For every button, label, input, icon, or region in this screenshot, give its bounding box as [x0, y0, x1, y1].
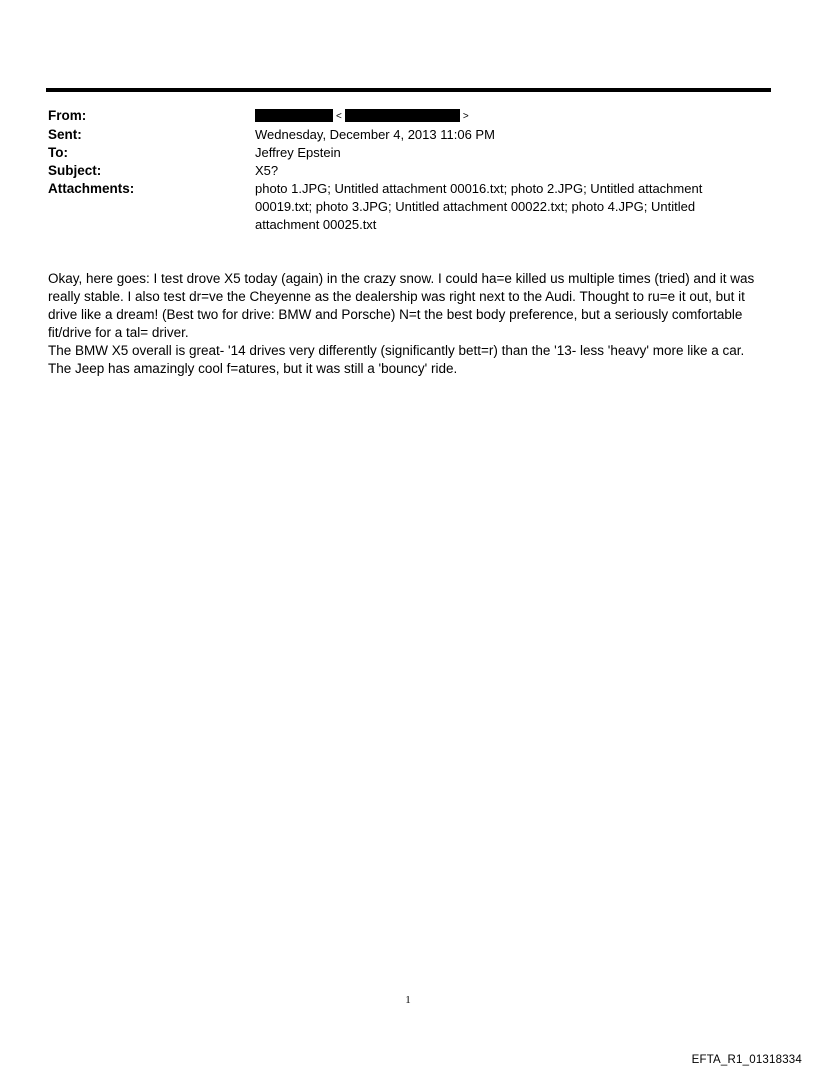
- body-paragraph-3: The Jeep has amazingly cool f=atures, but it was still a 'bouncy' ride.: [48, 361, 458, 376]
- to-value: Jeffrey Epstein: [255, 145, 341, 160]
- redacted-sender-name: [255, 109, 333, 122]
- body-paragraph-1: Okay, here goes: I test drove X5 today (again) in the crazy snow. I could ha=e killed us multiple times (tried) and it was really stable. I also test dr=ve the Cheyenne as the dealership was right next to the Audi. Thought to ru=e it out, but it drive like a dream! (Best two for drive: BMW and Porsche) N=t the best body preference, but a seriously comfortable fit/drive for a tal= driver.: [48, 271, 755, 340]
- sent-row: [48, 126, 768, 144]
- subject-value: X5?: [255, 163, 279, 178]
- attachments-value: photo 1.JPG; Untitled attachment 00016.txt; photo 2.JPG; Untitled attachment 00019.txt; photo 3.JPG; Untitled attachment 00022.txt; photo 4.JPG; Untitled attachment 00025.txt: [255, 181, 703, 232]
- subject-label: Subject:: [48, 163, 102, 178]
- email-header: [48, 107, 768, 234]
- email-body: [48, 270, 768, 378]
- sent-value: Wednesday, December 4, 2013 11:06 PM: [255, 127, 495, 142]
- from-value: [255, 107, 755, 126]
- redacted-sender-email: [345, 109, 460, 122]
- header-rule: [46, 88, 771, 92]
- page-number: 1: [405, 994, 411, 1006]
- from-close-bracket: >: [462, 111, 469, 122]
- from-row: [48, 107, 768, 126]
- subject-row: [48, 162, 768, 180]
- body-paragraph-2: The BMW X5 overall is great- '14 drives very differently (significantly bett=r) than the '13- less 'heavy' more like a car.: [48, 343, 745, 358]
- from-open-bracket: <: [336, 111, 342, 122]
- to-label: To:: [48, 145, 68, 160]
- sent-label: Sent:: [48, 127, 82, 142]
- to-row: [48, 144, 768, 162]
- attachments-label: Attachments:: [48, 181, 135, 196]
- from-label: From:: [48, 108, 87, 123]
- attachments-row: [48, 180, 768, 234]
- document-id: EFTA_R1_01318334: [691, 1054, 802, 1066]
